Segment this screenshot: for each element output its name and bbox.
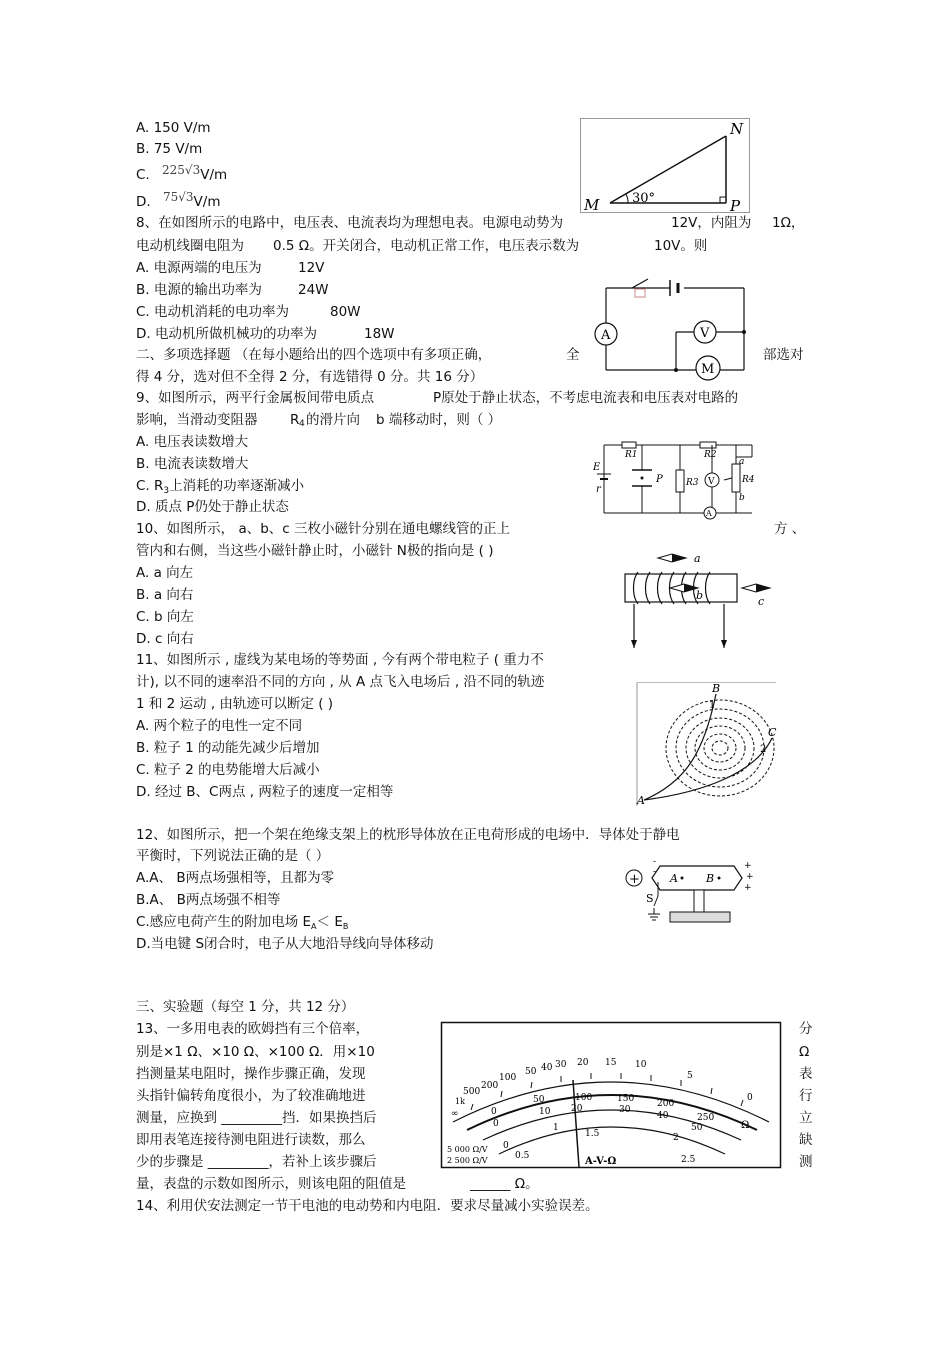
q7-option-d-math: 75√3 bbox=[162, 190, 194, 204]
meter-label-2500: 2 500 Ω/V bbox=[447, 1156, 488, 1165]
q7-option-c-unit: V/m bbox=[200, 167, 228, 183]
meter-ohm-30: 30 bbox=[555, 1060, 567, 1070]
q12-option-d: D.当电键 S闭合时，电子从大地沿导线向导体移动 bbox=[136, 936, 434, 952]
svg-text:+: + bbox=[744, 883, 752, 893]
q9-option-b: B. 电流表读数增大 bbox=[136, 456, 249, 472]
q12-option-c-a: C.感应电荷产生的附加电场 E bbox=[136, 914, 312, 930]
meter-dc2-10: 10 bbox=[539, 1107, 551, 1117]
meter-ohm-15: 15 bbox=[605, 1058, 617, 1068]
q13-right-char-2: Ω bbox=[799, 1044, 810, 1060]
q7-label-n: N bbox=[730, 120, 744, 138]
meter-dc1-100: 100 bbox=[575, 1093, 593, 1103]
meter-dc1-0: 0 bbox=[491, 1107, 497, 1117]
q7-option-a: A. 150 V/m bbox=[136, 120, 211, 136]
q7-label-m: M bbox=[584, 196, 600, 214]
q10-option-d: D. c 向右 bbox=[136, 631, 194, 647]
q9-stem-line1 bbox=[136, 389, 739, 407]
q8-option-b-text: B. 电源的输出功率为 bbox=[136, 282, 262, 298]
q8-option-b bbox=[136, 281, 329, 299]
q11-equipotential-figure bbox=[636, 682, 778, 806]
q12-option-c bbox=[136, 913, 348, 933]
q9-label-a: A bbox=[706, 509, 712, 518]
q8-option-a bbox=[136, 259, 325, 277]
q12-option-c-sub2: B bbox=[342, 922, 349, 931]
section2-heading-b: 全 bbox=[566, 347, 580, 363]
q10-stem-1b: 方 、 bbox=[774, 521, 806, 537]
q10-option-a: A. a 向左 bbox=[136, 565, 194, 581]
q10-stem-line2: 管内和右侧，当这些小磁针静止时，小磁针 N极的指向是 ( ) bbox=[136, 543, 494, 559]
q9-circuit-figure bbox=[592, 440, 762, 520]
section3-heading: 三、实验题（每空 1 分，共 12 分） bbox=[136, 999, 355, 1015]
q8-stem-1c: 1Ω， bbox=[772, 215, 805, 231]
section2-heading bbox=[136, 346, 804, 364]
q11-label-2: 2 bbox=[760, 744, 767, 755]
q13-line-last-a: 量，表盘的示数如图所示，则该电阻的阻值是 bbox=[136, 1176, 406, 1192]
q9-stem-1a: 9、如图所示，两平行金属板间带电质点 bbox=[136, 390, 375, 406]
q11-label-c: C bbox=[768, 726, 777, 739]
svg-text:-: - bbox=[653, 867, 657, 877]
q9-label-terminal-b: b bbox=[739, 493, 745, 503]
q10-option-c: C. b 向左 bbox=[136, 609, 194, 625]
q12-stem-line2: 平衡时，下列说法正确的是（ ） bbox=[136, 848, 330, 864]
q13-line-7: 少的步骤是 _________，若补上该步骤后 bbox=[136, 1154, 377, 1170]
q8-stem-1b: 12V，内阻为 bbox=[671, 215, 752, 231]
q11-stem-line1: 11、如图所示 , 虚线为某电场的等势面 , 今有两个带电粒子 ( 重力不 bbox=[136, 652, 544, 668]
q13-right-char-1: 分 bbox=[799, 1021, 813, 1037]
q9-option-a: A. 电压表读数增大 bbox=[136, 434, 249, 450]
q13-right-char-3: 表 bbox=[799, 1066, 813, 1082]
q8-option-b-value: 24W bbox=[298, 282, 329, 298]
meter-dc2-0: 0 bbox=[493, 1119, 499, 1129]
q13-line-2: 别是×1 Ω、×10 Ω、×100 Ω．用×10 bbox=[136, 1044, 375, 1060]
q12-conductor-figure bbox=[622, 858, 762, 930]
meter-ohm-50: 50 bbox=[525, 1067, 537, 1077]
meter-ohm-1k: 1k bbox=[455, 1097, 465, 1106]
q12-option-b: B.A、 B两点场强不相等 bbox=[136, 892, 281, 908]
q14-stem: 14、利用伏安法测定一节干电池的电动势和内电阻．要求尽量减小实验误差。 bbox=[136, 1198, 599, 1214]
q8-option-d-text: D. 电动机所做机械功的功率为 bbox=[136, 326, 317, 342]
q7-option-c bbox=[136, 163, 228, 184]
q12-option-c-b: ＜ E bbox=[316, 914, 343, 930]
q11-option-b: B. 粒子 1 的动能先减少后增加 bbox=[136, 740, 320, 756]
q13-line-6: 即用表笔连接待测电阻进行读数，那么 bbox=[136, 1132, 366, 1148]
meter-dc2-50: 50 bbox=[691, 1123, 703, 1133]
meter-ohm-0: 0 bbox=[747, 1093, 753, 1103]
q10-stem-line1 bbox=[136, 520, 806, 538]
section2-heading-a: 二、多项选择题 （在每小题给出的四个选项中有多项正确， bbox=[136, 347, 492, 363]
section2-heading-c: 部选对 bbox=[763, 347, 804, 363]
q13-right-char-7: 测 bbox=[799, 1154, 813, 1170]
q11-stem-line2: 计), 以不同的速率沿不同的方向 , 从 A 点飞入电场后 , 沿不同的轨迹 bbox=[136, 674, 545, 690]
q10-label-c: c bbox=[758, 595, 765, 608]
q13-line-5: 测量，应换到 _________挡．如果换挡后 bbox=[136, 1110, 377, 1126]
q8-option-c-text: C. 电动机消耗的电功率为 bbox=[136, 304, 290, 320]
meter-dc2-30: 30 bbox=[619, 1105, 631, 1115]
q9-label-e: E bbox=[593, 462, 601, 473]
meter-dc2-20: 20 bbox=[571, 1104, 583, 1114]
q7-option-b: B. 75 V/m bbox=[136, 141, 203, 157]
q7-label-angle: 30° bbox=[632, 191, 656, 206]
q8-option-a-value: 12V bbox=[298, 260, 325, 276]
q9-label-r4: R4 bbox=[742, 475, 755, 485]
meter-ac-0-5: 0.5 bbox=[515, 1151, 530, 1161]
meter-omega-symbol: Ω bbox=[741, 1120, 750, 1131]
q12-label-a: A bbox=[670, 872, 678, 885]
q7-option-c-math: 225√3 bbox=[162, 163, 201, 177]
meter-ac-0: 0 bbox=[503, 1141, 509, 1151]
q9-label-r3: R3 bbox=[686, 478, 699, 488]
q12-label-charge: + bbox=[629, 872, 640, 887]
q12-option-c-sub1: A bbox=[311, 922, 317, 931]
q8-option-c bbox=[136, 303, 361, 321]
q13-right-char-6: 缺 bbox=[799, 1132, 813, 1148]
q11-label-1: 1 bbox=[709, 700, 716, 711]
q13-multimeter-dial bbox=[441, 1022, 781, 1168]
q11-option-a: A. 两个粒子的电性一定不同 bbox=[136, 718, 303, 734]
meter-ohm-500: 500 bbox=[463, 1087, 481, 1097]
q9-option-c-a: C. R bbox=[136, 478, 164, 494]
q8-voltmeter-label: V bbox=[700, 326, 710, 341]
meter-center-label: A-V-Ω bbox=[585, 1156, 617, 1167]
q9-label-r2: R2 bbox=[704, 450, 717, 460]
q7-option-d-label: D. bbox=[136, 194, 151, 210]
q12-label-b: B bbox=[706, 872, 715, 885]
meter-ohm-10: 10 bbox=[635, 1060, 647, 1070]
q9-stem-2a: 影响，当滑动变阻器 bbox=[136, 412, 258, 428]
meter-dc1-250: 250 bbox=[697, 1113, 715, 1123]
q9-label-r1: R1 bbox=[625, 450, 638, 460]
q10-stem-1a: 10、如图所示， a、b、c 三枚小磁针分别在通电螺线管的正上 bbox=[136, 521, 511, 537]
svg-text:+: + bbox=[746, 872, 754, 882]
meter-ac-2-5: 2.5 bbox=[681, 1155, 696, 1165]
q10-label-b: b bbox=[696, 589, 704, 602]
q9-label-terminal-a: a bbox=[739, 457, 745, 467]
q8-stem-line1 bbox=[136, 214, 805, 232]
q13-line-last bbox=[136, 1175, 539, 1193]
q9-option-d: D. 质点 P仍处于静止状态 bbox=[136, 499, 289, 515]
q11-option-d: D. 经过 B、C两点 , 两粒子的速度一定相等 bbox=[136, 784, 394, 800]
meter-ohm-100: 100 bbox=[499, 1073, 517, 1083]
q9-stem-line2 bbox=[136, 411, 502, 429]
meter-dc2-40: 40 bbox=[657, 1111, 669, 1121]
q9-label-p: P bbox=[656, 474, 663, 485]
q8-option-c-value: 80W bbox=[330, 304, 361, 320]
q8-stem-line2 bbox=[136, 237, 708, 255]
q10-label-a: a bbox=[694, 552, 701, 565]
meter-dc1-50: 50 bbox=[533, 1095, 545, 1105]
q7-option-d bbox=[136, 190, 221, 211]
meter-ac-2: 2 bbox=[673, 1133, 679, 1143]
meter-ac-1-5: 1.5 bbox=[585, 1129, 600, 1139]
meter-ohm-inf: ∞ bbox=[451, 1109, 459, 1119]
q8-stem-1a: 8、在如图所示的电路中，电压表、电流表均为理想电表。电源电动势为 bbox=[136, 215, 564, 231]
q9-stem-2b: 的滑片向 bbox=[306, 412, 360, 428]
q8-stem-2b: 0.5 Ω。开关闭合，电动机正常工作，电压表示数为 bbox=[273, 238, 580, 254]
q8-option-a-text: A. 电源两端的电压为 bbox=[136, 260, 262, 276]
q11-label-b: B bbox=[712, 682, 721, 695]
q7-option-d-unit: V/m bbox=[193, 194, 221, 210]
q9-label-r: r bbox=[596, 484, 601, 495]
q13-line-4: 头指针偏转角度很小，为了较准确地进 bbox=[136, 1088, 366, 1104]
q9-option-c bbox=[136, 477, 304, 497]
q13-line-1: 13、一多用电表的欧姆挡有三个倍率， bbox=[136, 1021, 370, 1037]
q13-right-char-4: 行 bbox=[799, 1088, 813, 1104]
q12-stem-line1: 12、如图所示，把一个架在绝缘支架上的枕形导体放在正电荷形成的电场中．导体处于静电 bbox=[136, 827, 680, 843]
q13-right-char-5: 立 bbox=[799, 1110, 813, 1126]
q9-stem-2c: b 端移动时，则（ ） bbox=[376, 412, 502, 428]
q7-triangle-figure bbox=[580, 118, 750, 213]
q8-motor-label: M bbox=[701, 362, 715, 377]
meter-ohm-5: 5 bbox=[687, 1071, 693, 1081]
svg-text:+: + bbox=[744, 861, 752, 871]
q9-stem-2sub: 4 bbox=[299, 419, 305, 429]
q11-option-c: C. 粒子 2 的电势能增大后减小 bbox=[136, 762, 320, 778]
meter-dc1-200: 200 bbox=[657, 1099, 675, 1109]
svg-text:-: - bbox=[653, 857, 657, 867]
q8-ammeter-label: A bbox=[601, 328, 611, 343]
section2-scoring: 得 4 分，选对但不全得 2 分，有选错得 0 分。共 16 分） bbox=[136, 369, 484, 385]
q10-option-b: B. a 向右 bbox=[136, 587, 194, 603]
q12-option-a: A.A、 B两点场强相等，且都为零 bbox=[136, 870, 335, 886]
q8-stem-2c: 10V。则 bbox=[654, 238, 708, 254]
q9-option-c-b: 上消耗的功率逐渐减小 bbox=[169, 478, 305, 494]
q7-label-p: P bbox=[730, 197, 741, 215]
meter-ac-1: 1 bbox=[553, 1123, 559, 1133]
q10-solenoid-figure bbox=[620, 550, 780, 650]
q12-label-s: S bbox=[646, 892, 654, 905]
meter-ohm-40: 40 bbox=[541, 1063, 553, 1073]
q9-label-v: V bbox=[708, 477, 715, 487]
q7-option-c-label: C. bbox=[136, 167, 150, 183]
meter-dc1-150: 150 bbox=[617, 1094, 635, 1104]
q8-option-d-value: 18W bbox=[364, 326, 395, 342]
meter-ohm-200: 200 bbox=[481, 1081, 499, 1091]
q8-option-d bbox=[136, 325, 395, 343]
q11-label-a: A bbox=[637, 794, 645, 807]
q11-stem-line3: 1 和 2 运动 , 由轨迹可以断定 ( ) bbox=[136, 696, 334, 712]
meter-label-5000: 5 000 Ω/V bbox=[447, 1145, 488, 1154]
q8-circuit-figure bbox=[592, 278, 752, 386]
q9-stem-1b: P原处于静止状态，不考虑电流表和电压表对电路的 bbox=[433, 390, 739, 406]
q9-option-c-sub: 3 bbox=[163, 486, 170, 496]
q8-stem-2a: 电动机线圈电阻为 bbox=[136, 238, 244, 254]
meter-ohm-20: 20 bbox=[577, 1058, 589, 1068]
q13-line-last-b: ______ Ω。 bbox=[470, 1176, 539, 1192]
q13-line-3: 挡测量某电阻时，操作步骤正确，发现 bbox=[136, 1066, 366, 1082]
q9-stem-2r: R bbox=[290, 412, 300, 428]
